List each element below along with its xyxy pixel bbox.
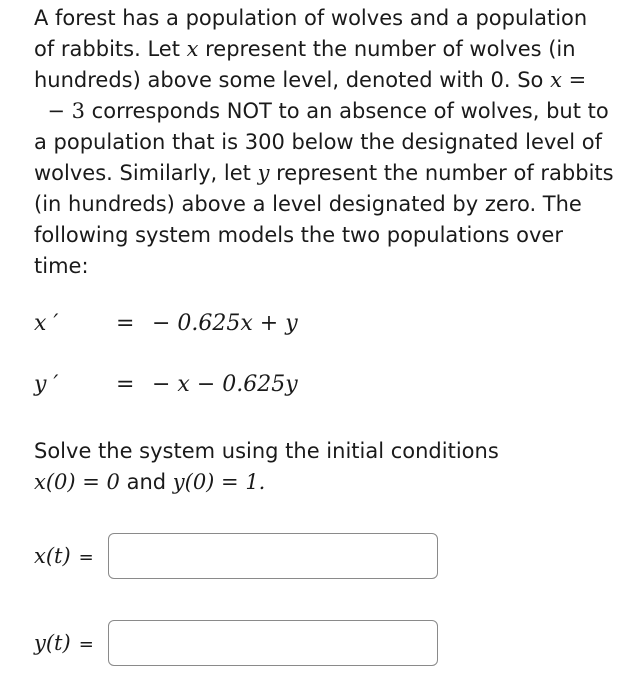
initial-condition-x: x(0) = 0 (34, 470, 120, 494)
eq2-rhs: − x − 0.625y (152, 372, 298, 397)
x-t-equals: = (78, 547, 94, 568)
y-t-text: y(t) (34, 631, 71, 655)
var-x: x (186, 37, 199, 61)
eq1-rhs: − 0.625x + y (152, 311, 298, 336)
y-t-answer-input[interactable] (108, 620, 438, 666)
equation-x-prime (34, 311, 298, 336)
instruction-and: and (119, 470, 173, 494)
answer-row-y (34, 620, 438, 666)
answer-row-x (34, 533, 438, 579)
eq2-equals: = (116, 372, 135, 397)
eq1-lhs: x ′ (34, 311, 59, 336)
problem-text-3: corresponds NOT to an absence of wolves, but to a population that is 300 below the designated level of wolves. Similarly, let (34, 99, 609, 185)
problem-container (34, 0, 614, 655)
instruction (34, 436, 499, 498)
x-equals: x = (550, 68, 587, 92)
initial-conditions (34, 467, 499, 498)
problem-statement (34, 3, 614, 282)
y-t-label (34, 631, 108, 655)
problem-text-2: represent the number of wolves (in hundreds) above some level, denoted with 0. So (34, 37, 576, 92)
x-t-answer-input[interactable] (108, 533, 438, 579)
x-t-label (34, 544, 108, 568)
eq2-lhs: y ′ (34, 372, 59, 397)
eq1-equals: = (116, 311, 135, 336)
var-y: y (257, 161, 270, 185)
x-t-text: x(t) (34, 544, 71, 568)
problem-text-1: A forest has a population of wolves and a population of rabbits. Let (34, 6, 588, 61)
neg-three: − 3 (47, 99, 85, 123)
y-t-equals: = (78, 634, 94, 655)
equation-y-prime (34, 372, 298, 397)
initial-condition-y: y(0) = 1. (172, 470, 266, 494)
problem-text-4: represent the number of rabbits (in hundreds) above a level designated by zero. The following system models the two populations over time: (34, 161, 614, 278)
instruction-line: Solve the system using the initial conditions (34, 439, 499, 463)
